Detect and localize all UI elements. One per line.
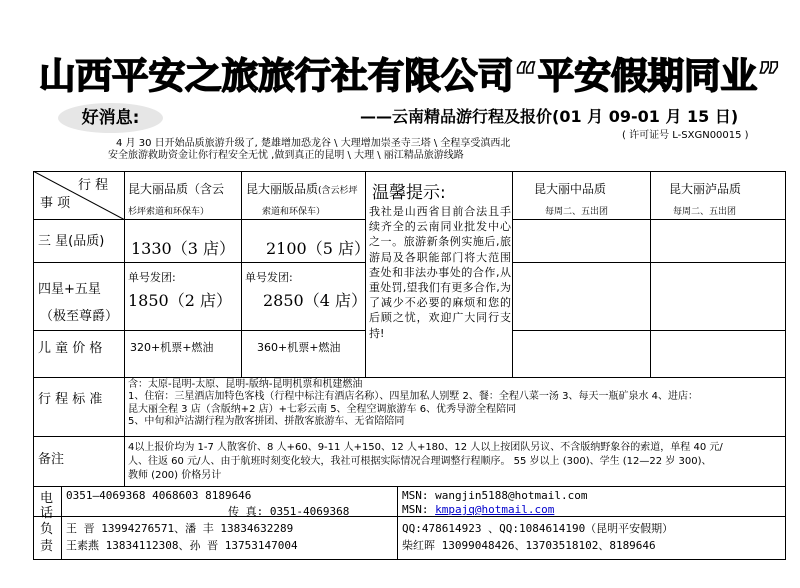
four-five-price-1: 1850（2 店） <box>128 291 232 310</box>
responsible-label-2: 责 <box>40 539 54 554</box>
responsible-label-1: 负 <box>40 522 54 537</box>
col2-title-small: (含云杉坪 <box>318 186 358 196</box>
col1-title: 昆大丽品质（含云 <box>128 182 225 196</box>
corner-bottom-label: 事 项 <box>40 196 71 211</box>
col-line <box>241 171 242 377</box>
msn-1-label: MSN: <box>402 489 429 502</box>
good-news-badge: 好消息: <box>58 103 163 133</box>
row-remarks-label: 备注 <box>38 452 65 467</box>
row-line <box>512 330 786 331</box>
msn-1 <box>402 489 587 502</box>
col2-title <box>246 180 358 197</box>
col-line <box>397 486 398 560</box>
three-star-price-1: 1330（3 店） <box>131 239 235 258</box>
row-line <box>33 436 786 437</box>
msn-2 <box>402 503 554 516</box>
child-price-2: 360+机票+燃油 <box>257 341 341 354</box>
row-line <box>33 516 786 517</box>
table-border-right <box>785 171 786 560</box>
four-five-note-2: 单号发团: <box>245 271 293 284</box>
standard-line-1: 含：太原-昆明-太原、昆明-版纳-昆明机票和机建燃油 <box>128 379 363 390</box>
standard-line-4: 5、中旬和泸沽湖行程为散客拼团、拼散客旅游车、无省陪陪同 <box>128 416 405 428</box>
four-five-price-2: 2850（4 店） <box>263 291 367 310</box>
phone-numbers: 0351—4069368 4068603 8189646 <box>66 489 252 502</box>
col2-subtitle: 索道和环保车） <box>262 207 326 217</box>
table-border-top <box>33 171 786 172</box>
qq-numbers: QQ:478614923 、QQ:1084614190（昆明平安假期） <box>402 522 674 535</box>
row-line <box>33 377 786 378</box>
standard-details <box>128 379 783 429</box>
intro-text <box>108 138 636 162</box>
phone-label-1: 电 <box>40 491 54 506</box>
row-child-label: 儿 童 价 格 <box>38 341 103 356</box>
remarks-details <box>128 441 783 483</box>
company-title <box>30 48 790 108</box>
row-line <box>33 262 365 263</box>
row-standard-label: 行 程 标 准 <box>38 392 103 407</box>
company-title-text: 山西平安之旅旅行社有限公司“平安假期同业” <box>39 56 781 97</box>
standard-line-3: 昆大丽全程 3 店（含版纳+2 店）+七彩云南 5、全程空调旅游车 6、优秀导游全程陪同 <box>128 403 517 415</box>
intro-line-2: 安全旅游救助资金让你行程安全无忧 ,做到真正的昆明 \ 大理 \ 丽江精品旅游线路 <box>108 150 464 161</box>
row-line <box>512 262 786 263</box>
intro-line-1: 4 月 30 日开始品质旅游升级了, 楚雄增加恐龙谷 \ 大理增加崇圣寺三塔 \ 全程享受滇西北 <box>116 138 511 149</box>
row-four-five-label-1: 四星+五星 <box>38 282 101 297</box>
col5-title: 昆大丽泸品质 <box>669 182 742 196</box>
col-line <box>650 171 651 377</box>
corner-top-label: 行 程 <box>78 178 109 193</box>
msn-1-address[interactable]: wangjin5188@hotmail.com <box>435 489 588 502</box>
remarks-line-1: 4以上报价均为 1-7 人散客价、8 人+60、9-11 人+150、12 人+180、12 人以上按团队另议、不含版纳野象谷的索道，单程 40 元/ <box>128 442 723 453</box>
remarks-line-2: 人、往返 60 元/人、由于航班时刻变化较大，我社可根据实际情况合理调整行程顺序。 55 岁以上 (300)、学生 (12—22 岁 300)、 <box>128 456 712 467</box>
standard-line-2: 1、住宿：三星酒店加特色客栈（行程中标注有酒店名称）、四星加私人别墅 2、餐：全程八菜一汤 3、每天一瓶矿泉水 4、进店： <box>128 391 698 403</box>
contact-person-2: 王素燕 13834112308、孙 晋 13753147004 <box>66 539 298 552</box>
col-line <box>512 171 513 377</box>
child-price-1: 320+机票+燃油 <box>130 341 214 354</box>
row-three-star-label: 三 星(品质) <box>38 234 105 249</box>
row-line <box>512 219 786 220</box>
warm-tips-body: 我社是山西省目前合法且手续齐全的云南同业批发中心之一。旅游新条例实施后,旅游局及各职能部门将大范围查处和非法办事处的合作,从重处罚,望我们有更多合作,为了减少不必要的麻烦和您的后顾之忧，欢迎广大同行支持! <box>369 205 511 340</box>
license-number: ( 许可证号 L-SXGN00015 ) <box>622 130 749 141</box>
msn-2-label: MSN: <box>402 503 429 516</box>
phone-label-2: 话 <box>40 506 54 521</box>
row-line <box>33 486 786 487</box>
col4-subtitle: 每周二、五出团 <box>545 207 609 217</box>
row-four-five-label-2: （极至尊爵） <box>40 309 119 324</box>
fax-number: 传 真: 0351-4069368 <box>228 505 350 518</box>
three-star-price-2: 2100（5 店） <box>266 239 370 258</box>
table-border-bottom <box>33 559 786 560</box>
col4-title: 昆大丽中品质 <box>534 182 607 196</box>
col2-title-main: 昆大丽版品质 <box>246 182 319 196</box>
row-line <box>33 330 365 331</box>
col-line <box>61 486 62 560</box>
warm-tips-title: 温馨提示: <box>372 183 446 203</box>
contact-person-1: 王 晋 13994276571、潘 丰 13834632289 <box>66 522 294 535</box>
col1-subtitle: 杉坪索道和环保车） <box>128 207 210 217</box>
col5-subtitle: 每周二、五出团 <box>673 207 737 217</box>
col-line <box>365 171 366 377</box>
four-five-note-1: 单号发团: <box>128 271 176 284</box>
msn-2-email-link[interactable]: kmpajq@hotmail.com <box>435 503 555 516</box>
contact-person-3: 柴红晖 13099048426、13703518102、8189646 <box>402 539 656 552</box>
page-subtitle: ——云南精品游行程及报价(01 月 09-01 月 15 日) <box>360 107 739 126</box>
remarks-line-3: 教师 (200) 价格另计 <box>128 470 222 481</box>
col-line <box>124 377 125 486</box>
table-border-left <box>33 171 34 560</box>
